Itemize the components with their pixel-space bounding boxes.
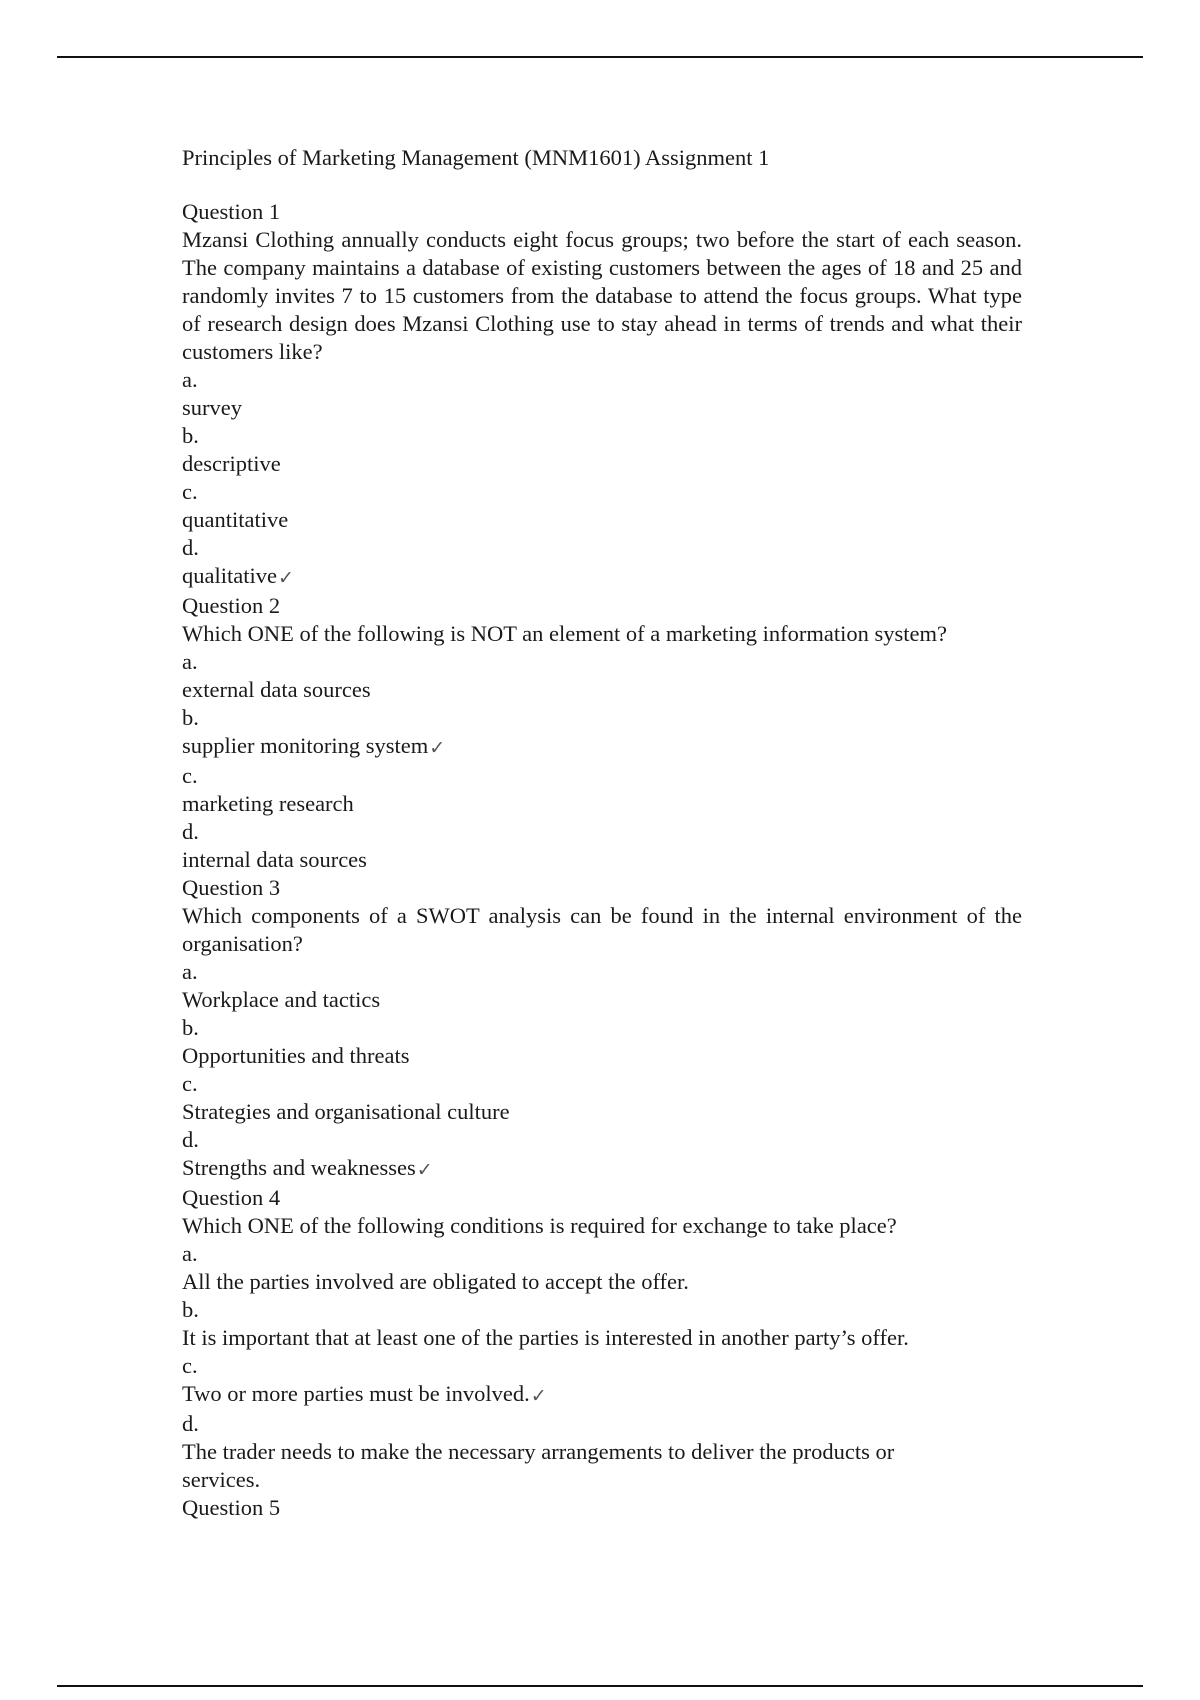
option-text-correct: Strengths and weaknesses✓ xyxy=(182,1154,1042,1184)
option-letter: c. xyxy=(182,1071,198,1096)
document-title: Principles of Marketing Management (MNM1601) Assignment 1 xyxy=(182,145,770,170)
document-body xyxy=(182,144,1042,1522)
question-block xyxy=(182,1494,1042,1522)
option-letter: d. xyxy=(182,1127,199,1152)
option-text: internal data sources xyxy=(182,847,367,872)
option-text-correct: Two or more parties must be involved.✓ xyxy=(182,1380,1042,1410)
question-block xyxy=(182,198,1042,592)
option-letter: b. xyxy=(182,423,199,448)
option-text-correct: supplier monitoring system✓ xyxy=(182,732,1042,762)
option-letter: c. xyxy=(182,763,198,788)
option-text: Workplace and tactics xyxy=(182,987,381,1012)
option-text: The trader needs to make the necessary arrangements to deliver the products or services. xyxy=(182,1439,895,1492)
option-text: descriptive xyxy=(182,451,281,476)
option-letter: b. xyxy=(182,1297,199,1322)
option-letter: b. xyxy=(182,1015,199,1040)
question-label: Question 4 xyxy=(182,1185,281,1210)
option-text: survey xyxy=(182,395,242,420)
question-text: Which components of a SWOT analysis can be found in the internal environment of the organisation? xyxy=(182,903,1022,956)
option-letter: d. xyxy=(182,819,199,844)
question-text: Which ONE of the following is NOT an element of a marketing information system? xyxy=(182,621,948,646)
option-text: Strategies and organisational culture xyxy=(182,1099,510,1124)
option-text: All the parties involved are obligated to accept the offer. xyxy=(182,1269,689,1294)
option-letter: b. xyxy=(182,705,199,730)
option-letter: a. xyxy=(182,1241,198,1266)
check-icon: ✓ xyxy=(277,568,294,589)
question-block xyxy=(182,1184,1042,1494)
option-text: It is important that at least one of the parties is interested in another party’s offer. xyxy=(182,1325,909,1350)
question-label: Question 1 xyxy=(182,199,281,224)
check-icon: ✓ xyxy=(429,738,446,759)
question-label: Question 2 xyxy=(182,593,281,618)
check-icon: ✓ xyxy=(416,1160,433,1181)
bottom-rule xyxy=(57,1685,1143,1687)
option-letter: c. xyxy=(182,1353,198,1378)
option-letter: d. xyxy=(182,1411,199,1436)
option-text: marketing research xyxy=(182,791,354,816)
question-text: Mzansi Clothing annually conducts eight focus groups; two before the start of each season. The company maintains a database of existing customers between the ages of 18 and 25 and randomly invites 7 to 15 customers from the database to attend the focus groups. What type of research design does Mzansi Clothing use to stay ahead in terms of trends and what their customers like? xyxy=(182,227,1022,364)
option-letter: d. xyxy=(182,535,199,560)
question-label: Question 3 xyxy=(182,875,281,900)
top-rule xyxy=(57,56,1143,58)
question-text: Which ONE of the following conditions is required for exchange to take place? xyxy=(182,1213,897,1238)
option-letter: a. xyxy=(182,959,198,984)
option-text-correct: qualitative✓ xyxy=(182,562,1042,592)
question-label: Question 5 xyxy=(182,1495,281,1520)
question-block xyxy=(182,592,1042,874)
check-icon: ✓ xyxy=(530,1386,547,1407)
option-text: Opportunities and threats xyxy=(182,1043,410,1068)
option-letter: a. xyxy=(182,367,198,392)
question-block xyxy=(182,874,1042,1184)
option-letter: c. xyxy=(182,479,198,504)
option-text: external data sources xyxy=(182,677,371,702)
option-letter: a. xyxy=(182,649,198,674)
option-text: quantitative xyxy=(182,507,289,532)
